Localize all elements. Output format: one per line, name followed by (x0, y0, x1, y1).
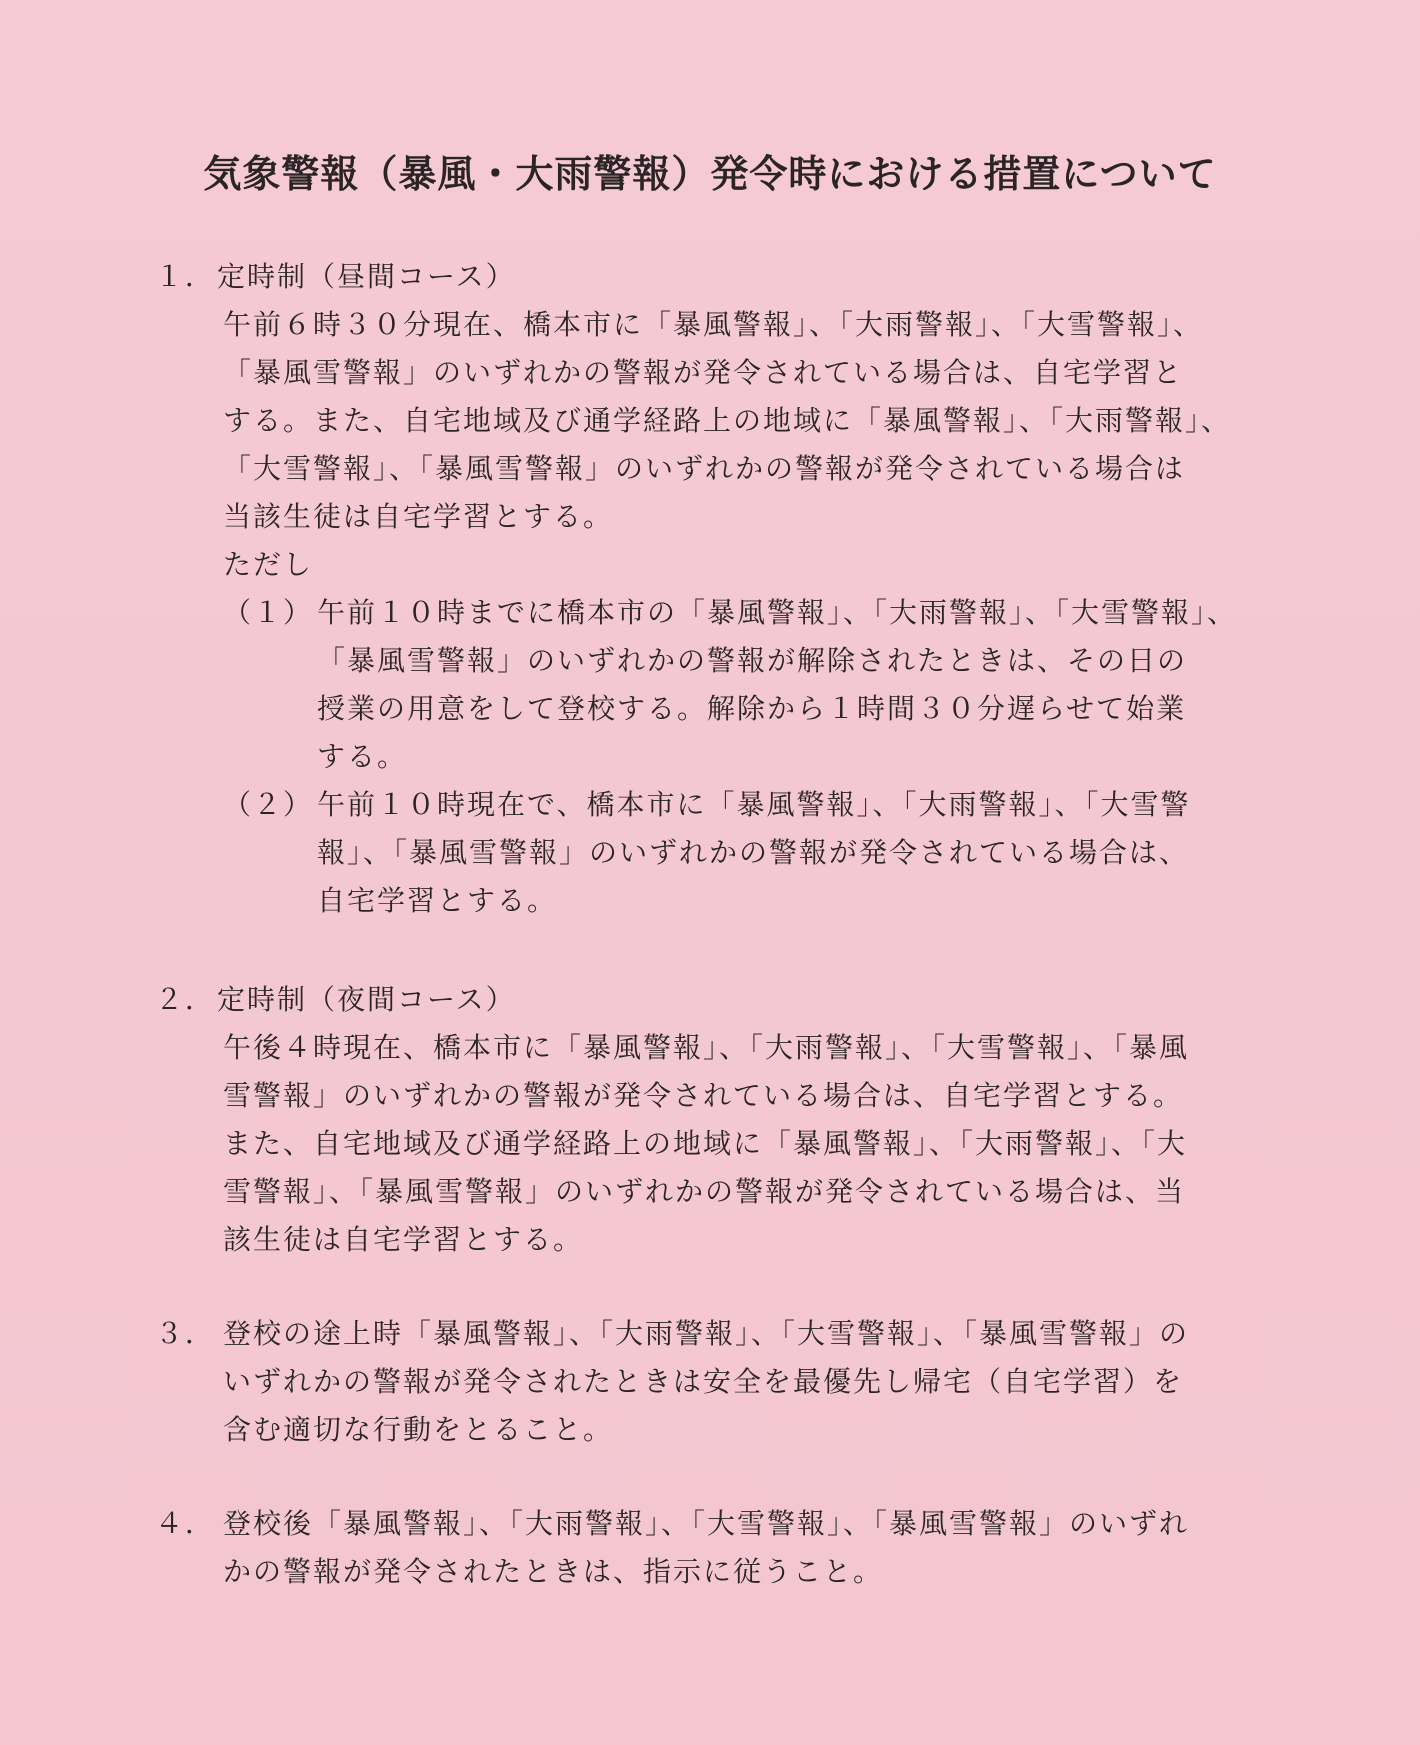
section-1-line: する。また、自宅地域及び通学経路上の地域に「暴風警報」、「大雨警報」、 (223, 404, 1232, 437)
section-1 (155, 253, 1285, 925)
subitem-1-line: する。 (317, 740, 408, 773)
section-3-body (223, 1310, 1189, 1454)
section-4-line: かの警報が発令されたときは、指示に従うこと。 (223, 1555, 884, 1588)
section-3-item (155, 1310, 1285, 1454)
document-title: 気象警報（暴風・大雨警報）発令時における措置について (203, 151, 1217, 196)
section-3-line: 含む適切な行動をとること。 (223, 1413, 614, 1446)
section-1-line: 「暴風雪警報」のいずれかの警報が発令されている場合は、自宅学習と (223, 356, 1184, 389)
section-2-line: 該生徒は自宅学習とする。 (223, 1223, 584, 1256)
subitem-1-line: 授業の用意をして登校する。解除から１時間３０分遅らせて始業 (317, 692, 1187, 725)
section-2-header (155, 976, 1285, 1024)
subitem-1-text (317, 589, 1277, 781)
section-2-body (223, 1024, 1275, 1264)
section-1-body (223, 301, 1275, 589)
subitem-2-line: 自宅学習とする。 (317, 884, 558, 917)
subitem-1-line: 午前１０時までに橋本市の「暴風警報」、「大雨警報」、「大雪警報」、 (317, 596, 1238, 629)
section-1-heading: 定時制（昼間コース） (217, 260, 516, 293)
subitem-2 (223, 781, 1285, 925)
subitem-2-line: 午前１０時現在で、橋本市に「暴風警報」、「大雨警報」、「大雪警 (317, 788, 1191, 821)
subitem-1 (223, 589, 1285, 781)
subitem-2-number: （２） (223, 788, 314, 821)
subitem-2-text (317, 781, 1277, 925)
subitem-2-line: 報」、「暴風雪警報」のいずれかの警報が発令されている場合は、 (317, 836, 1190, 869)
section-2-number: ２． (155, 983, 216, 1016)
section-4-number: ４． (155, 1507, 216, 1540)
section-2-line: また、自宅地域及び通学経路上の地域に「暴風警報」、「大雨警報」、「大 (223, 1127, 1188, 1160)
section-4 (155, 1500, 1285, 1596)
section-1-line: 「大雪警報」、「暴風雪警報」のいずれかの警報が発令されている場合は (223, 452, 1186, 485)
section-4-body (223, 1500, 1189, 1596)
section-4-line: 登校後「暴風警報」、「大雨警報」、「大雪警報」、「暴風雪警報」のいずれ (223, 1507, 1190, 1540)
section-1-number: １． (155, 260, 216, 293)
section-2-line: 雪警報」のいずれかの警報が発令されている場合は、自宅学習とする。 (223, 1079, 1184, 1112)
section-1-line: 当該生徒は自宅学習とする。 (223, 500, 614, 533)
subitem-1-number: （１） (223, 596, 314, 629)
section-1-line: 午前６時３０分現在、橋本市に「暴風警報」、「大雨警報」、「大雪警報」、 (223, 308, 1204, 341)
section-2-line: 午後４時現在、橋本市に「暴風警報」、「大雨警報」、「大雪警報」、「暴風 (223, 1031, 1190, 1064)
section-3-line: 登校の途上時「暴風警報」、「大雨警報」、「大雪警報」、「暴風雪警報」の (223, 1317, 1190, 1350)
section-4-item (155, 1500, 1285, 1596)
section-3-number: ３． (155, 1317, 216, 1350)
section-1-header (155, 253, 1285, 301)
section-3-line: いずれかの警報が発令されたときは安全を最優先し帰宅（自宅学習）を (223, 1365, 1184, 1398)
section-3 (155, 1310, 1285, 1454)
section-2 (155, 976, 1285, 1264)
section-2-line: 雪警報」、「暴風雪警報」のいずれかの警報が発令されている場合は、当 (223, 1175, 1186, 1208)
section-1-line: ただし (223, 548, 314, 581)
subitem-1-line: 「暴風雪警報」のいずれかの警報が解除されたときは、その日の (317, 644, 1188, 677)
section-2-heading: 定時制（夜間コース） (217, 983, 516, 1016)
